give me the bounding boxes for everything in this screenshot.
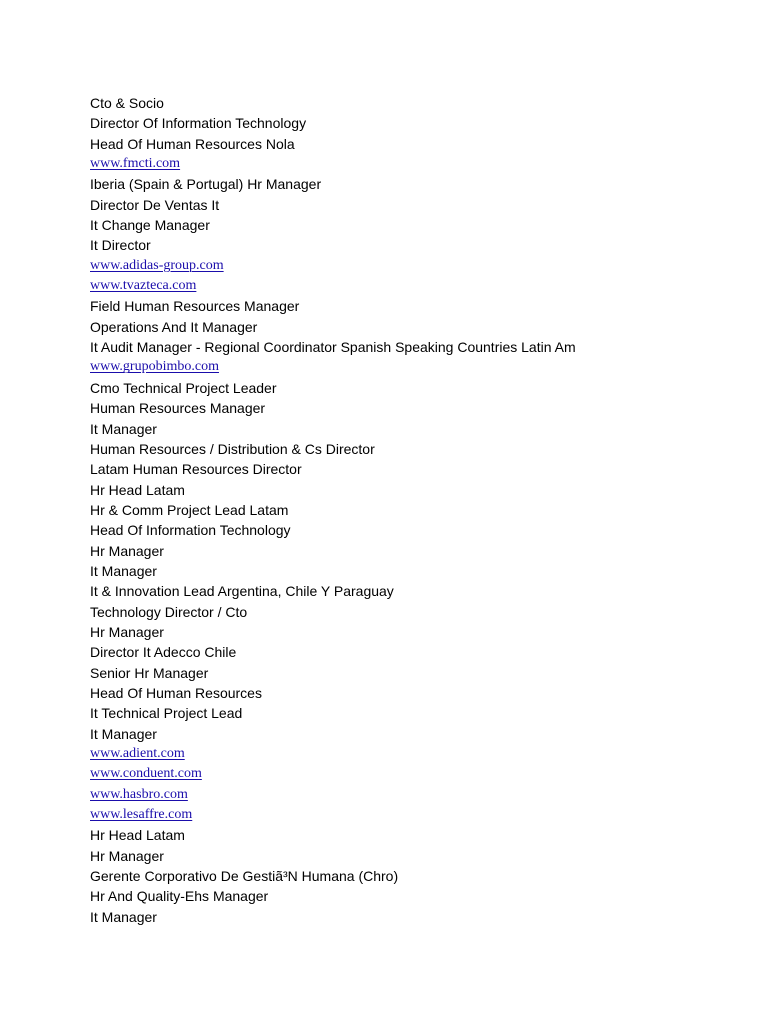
job-title-line: It Director: [90, 237, 151, 254]
job-title-line: Hr Manager: [90, 847, 164, 864]
website-link[interactable]: www.conduent.com: [90, 766, 202, 782]
job-title-line: Latam Human Resources Director: [90, 461, 302, 478]
website-link[interactable]: www.hasbro.com: [90, 786, 188, 802]
job-title-line: Hr Manager: [90, 623, 164, 640]
website-link[interactable]: www.tvazteca.com: [90, 278, 197, 294]
website-link[interactable]: www.adidas-group.com: [90, 257, 224, 273]
job-title-line: Gerente Corporativo De Gestiã³N Humana (Chro): [90, 868, 399, 885]
document-line-list: [90, 93, 750, 927]
job-title-line: Senior Hr Manager: [90, 664, 209, 681]
job-title-line: Human Resources Manager: [90, 400, 266, 417]
website-link[interactable]: www.adient.com: [90, 746, 185, 761]
job-title-line: Director It Adecco Chile: [90, 644, 237, 661]
website-link[interactable]: www.grupobimbo.com: [90, 359, 219, 375]
job-title-line: Hr Head Latam: [90, 827, 185, 844]
job-title-line: It Audit Manager - Regional Coordinator Spanish Speaking Countries Latin Am: [90, 339, 576, 356]
job-title-line: Human Resources / Distribution & Cs Director: [90, 440, 375, 457]
job-title-line: It Technical Project Lead: [90, 705, 243, 722]
job-title-line: Technology Director / Cto: [90, 603, 248, 620]
job-title-line: Head Of Human Resources: [90, 684, 262, 701]
job-title-line: Iberia (Spain & Portugal) Hr Manager: [90, 176, 322, 193]
job-title-line: It Manager: [90, 420, 157, 437]
job-title-line: It Change Manager: [90, 217, 210, 234]
job-title-line: Director De Ventas It: [90, 196, 220, 213]
job-title-line: It Manager: [90, 725, 157, 742]
job-title-line: Hr Head Latam: [90, 481, 185, 498]
job-title-line: Director Of Information Technology: [90, 115, 307, 132]
job-title-line: Hr And Quality-Ehs Manager: [90, 888, 269, 905]
job-title-line: Head Of Human Resources Nola: [90, 135, 295, 152]
job-title-line: It & Innovation Lead Argentina, Chile Y Paraguay: [90, 583, 394, 600]
job-title-line: Cmo Technical Project Leader: [90, 379, 277, 396]
job-title-line: Head Of Information Technology: [90, 522, 291, 539]
job-title-line: It Manager: [90, 908, 157, 925]
job-title-line: Operations And It Manager: [90, 318, 258, 335]
job-title-line: Cto & Socio: [90, 95, 164, 111]
website-link[interactable]: www.lesaffre.com: [90, 807, 193, 823]
website-link[interactable]: www.fmcti.com: [90, 156, 181, 172]
job-title-line: Field Human Resources Manager: [90, 298, 300, 315]
job-title-line: Hr Manager: [90, 542, 164, 559]
job-title-line: Hr & Comm Project Lead Latam: [90, 501, 289, 518]
job-title-line: It Manager: [90, 562, 157, 579]
